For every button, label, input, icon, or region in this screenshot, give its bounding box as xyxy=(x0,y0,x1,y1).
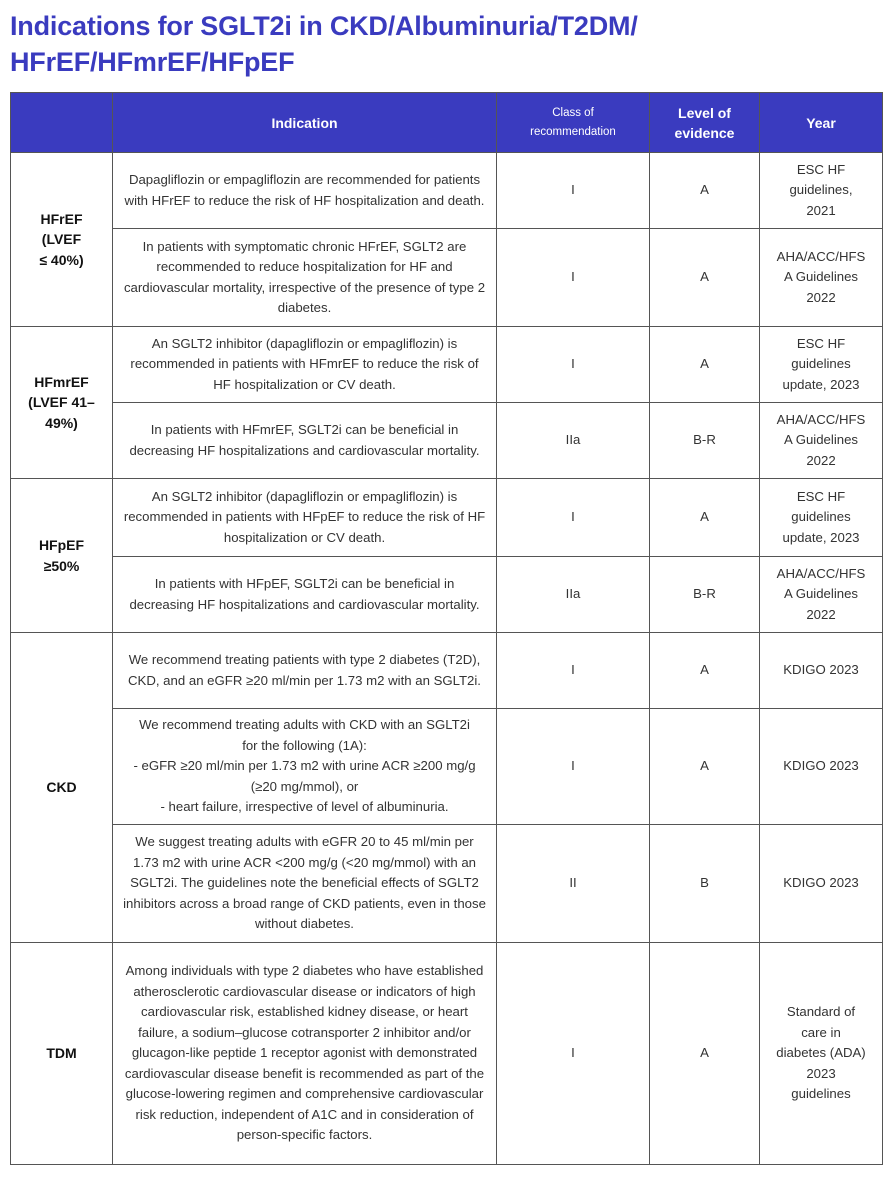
indication-cell: Dapagliflozin or empagliflozin are recommended for patients with HFrEF to reduce the risk of HF hospitalization and death. xyxy=(113,153,497,229)
year-cell: ESC HF guidelines update, 2023 xyxy=(760,479,883,557)
level-cell: A xyxy=(650,633,760,709)
indication-cell: We suggest treating adults with eGFR 20 to 45 ml/min per 1.73 m2 with urine ACR <200 mg/g (<20 mg/mmol) with an SGLT2i. The guidelines note the beneficial effects of SGLT2 inhibitors across a broad range of CKD patients, even in those without diabetes. xyxy=(113,825,497,943)
table-row xyxy=(11,825,883,943)
level-cell: B-R xyxy=(650,403,760,479)
group-label-hfmref: HFmrEF (LVEF 41– 49%) xyxy=(11,327,113,479)
table-row xyxy=(11,943,883,1165)
header-level: Level of evidence xyxy=(650,93,760,153)
level-cell: A xyxy=(650,709,760,825)
level-cell: A xyxy=(650,153,760,229)
header-indication: Indication xyxy=(113,93,497,153)
year-cell: KDIGO 2023 xyxy=(760,825,883,943)
class-cell: I xyxy=(497,709,650,825)
class-cell: I xyxy=(497,479,650,557)
group-label-tdm: TDM xyxy=(11,943,113,1165)
title-line-1: Indications for SGLT2i in CKD/Albuminuria/T2DM/ xyxy=(10,11,638,41)
table-row xyxy=(11,557,883,633)
level-cell: A xyxy=(650,479,760,557)
table-row xyxy=(11,327,883,403)
year-cell: AHA/ACC/HFS A Guidelines 2022 xyxy=(760,557,883,633)
level-cell: B xyxy=(650,825,760,943)
indication-cell: In patients with HFmrEF, SGLT2i can be beneficial in decreasing HF hospitalizations and cardiovascular mortality. xyxy=(113,403,497,479)
level-cell: A xyxy=(650,943,760,1165)
indication-cell: Among individuals with type 2 diabetes who have established atherosclerotic cardiovascular disease or indicators of high cardiovascular risk, established kidney disease, or heart failure, a sodium–glucose cotransporter 2 inhibitor and/or glucagon-like peptide 1 receptor agonist with demonstrated cardiovascular disease benefit is recommended as part of the glucose-lowering regimen and comprehensive cardiovascular risk reduction, independent of A1C and in consideration of person-specific factors. xyxy=(113,943,497,1165)
year-cell: ESC HF guidelines update, 2023 xyxy=(760,327,883,403)
header-year: Year xyxy=(760,93,883,153)
indications-table xyxy=(10,92,883,1165)
year-cell: KDIGO 2023 xyxy=(760,709,883,825)
class-cell: I xyxy=(497,633,650,709)
class-cell: I xyxy=(497,229,650,327)
header-row xyxy=(11,93,883,153)
class-cell: IIa xyxy=(497,403,650,479)
group-label-hfpef: HFpEF ≥50% xyxy=(11,479,113,633)
level-cell: B-R xyxy=(650,557,760,633)
indication-cell: In patients with symptomatic chronic HFrEF, SGLT2 are recommended to reduce hospitalization for HF and cardiovascular mortality, irrespective of the presence of type 2 diabetes. xyxy=(113,229,497,327)
class-cell: II xyxy=(497,825,650,943)
table-row xyxy=(11,633,883,709)
year-cell: KDIGO 2023 xyxy=(760,633,883,709)
year-cell: AHA/ACC/HFS A Guidelines 2022 xyxy=(760,229,883,327)
class-cell: I xyxy=(497,327,650,403)
table-header xyxy=(11,93,883,153)
table-row xyxy=(11,403,883,479)
level-cell: A xyxy=(650,229,760,327)
indication-cell: In patients with HFpEF, SGLT2i can be beneficial in decreasing HF hospitalizations and cardiovascular mortality. xyxy=(113,557,497,633)
year-cell: ESC HF guidelines, 2021 xyxy=(760,153,883,229)
level-cell: A xyxy=(650,327,760,403)
table-row xyxy=(11,153,883,229)
indication-cell: An SGLT2 inhibitor (dapagliflozin or empagliflozin) is recommended in patients with HFmrEF to reduce the risk of HF hospitalization or CV death. xyxy=(113,327,497,403)
indication-cell: An SGLT2 inhibitor (dapagliflozin or empagliflozin) is recommended in patients with HFpEF to reduce the risk of HF hospitalization or CV death. xyxy=(113,479,497,557)
indication-cell: We recommend treating adults with CKD with an SGLT2i for the following (1A): - eGFR ≥20 ml/min per 1.73 m2 with urine ACR ≥200 mg/g (≥20 mg/mmol), or - heart failure, irrespective of level of albuminuria. xyxy=(113,709,497,825)
table-row xyxy=(11,229,883,327)
group-label-ckd: CKD xyxy=(11,633,113,943)
table-body xyxy=(11,153,883,1165)
title-line-2: HFrEF/HFmrEF/HFpEF xyxy=(10,47,295,77)
header-group xyxy=(11,93,113,153)
group-label-hfref: HFrEF (LVEF ≤ 40%) xyxy=(11,153,113,327)
year-cell: AHA/ACC/HFS A Guidelines 2022 xyxy=(760,403,883,479)
class-cell: IIa xyxy=(497,557,650,633)
class-cell: I xyxy=(497,943,650,1165)
class-cell: I xyxy=(497,153,650,229)
page-title xyxy=(10,8,870,80)
indication-cell: We recommend treating patients with type 2 diabetes (T2D), CKD, and an eGFR ≥20 ml/min per 1.73 m2 with an SGLT2i. xyxy=(113,633,497,709)
table-row xyxy=(11,709,883,825)
table-row xyxy=(11,479,883,557)
year-cell: Standard of care in diabetes (ADA) 2023 guidelines xyxy=(760,943,883,1165)
header-class: Class of recommendation xyxy=(497,93,650,153)
